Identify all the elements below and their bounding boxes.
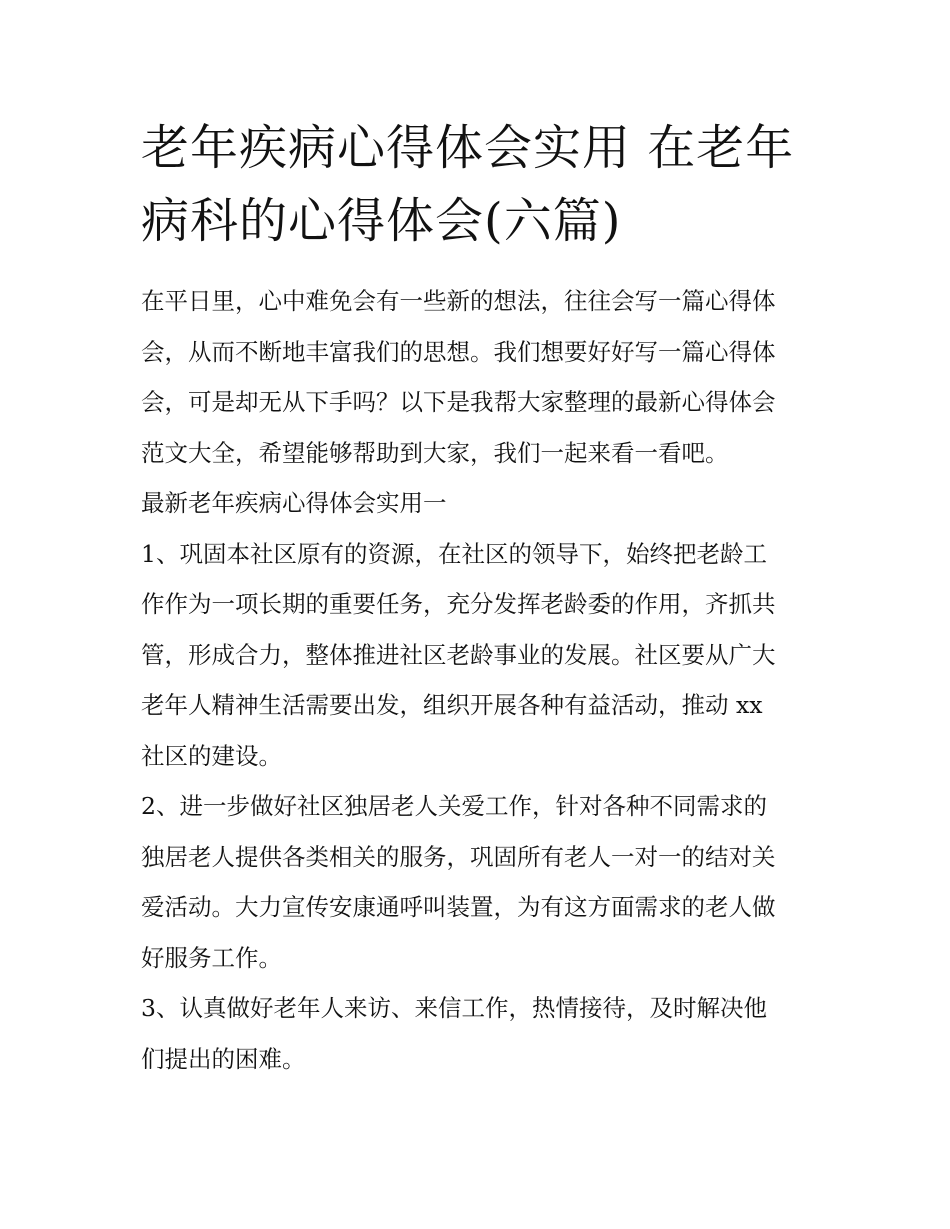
text-line: 爱活动。大力宣传安康通呼叫装置，为有这方面需求的老人做: [141, 893, 776, 921]
text-line: 1、巩固本社区原有的资源，在社区的领导下，始终把老龄工: [141, 539, 767, 568]
text-line: 范文大全，希望能够帮助到大家，我们一起来看一看吧。: [141, 438, 729, 467]
text-line: 管，形成合力，整体推进社区老龄事业的发展。社区要从广大: [141, 640, 776, 669]
title-line: 病科的心得体会(六篇): [141, 193, 622, 249]
section-heading-text: 最新老年疾病心得体会实用一: [141, 489, 447, 517]
text-line: 好服务工作。: [141, 943, 282, 972]
text-line: 2、进一步做好社区独居老人关爱工作，针对各种不同需求的: [141, 792, 767, 820]
intro-paragraph: [141, 276, 813, 478]
document-page: [141, 112, 813, 1084]
text-line: 社区的建设。: [141, 741, 282, 770]
document-body: [141, 276, 813, 1084]
list-item-3: [141, 983, 813, 1084]
text-line: 在平日里，心中难免会有一些新的想法，往往会写一篇心得体: [141, 287, 776, 315]
list-item-1: [141, 529, 813, 782]
text-line: 会，可是却无从下手吗？以下是我帮大家整理的最新心得体会: [141, 388, 776, 416]
text-line: 3、认真做好老年人来访、来信工作，热情接待，及时解决他: [141, 994, 767, 1022]
title-line: 老年疾病心得体会实用 在老年: [141, 120, 795, 176]
document-title: [141, 112, 813, 258]
text-line: 们提出的困难。: [141, 1044, 306, 1073]
list-item-2: [141, 781, 813, 983]
text-line: 会，从而不断地丰富我们的思想。我们想要好好写一篇心得体: [141, 337, 776, 366]
text-line: 独居老人提供各类相关的服务，巩固所有老人一对一的结对关: [141, 842, 776, 871]
section-heading: [141, 478, 813, 529]
text-line: 老年人精神生活需要出发，组织开展各种有益活动，推动 xx: [141, 691, 763, 719]
text-line: 作作为一项长期的重要任务，充分发挥老龄委的作用，齐抓共: [141, 590, 776, 618]
